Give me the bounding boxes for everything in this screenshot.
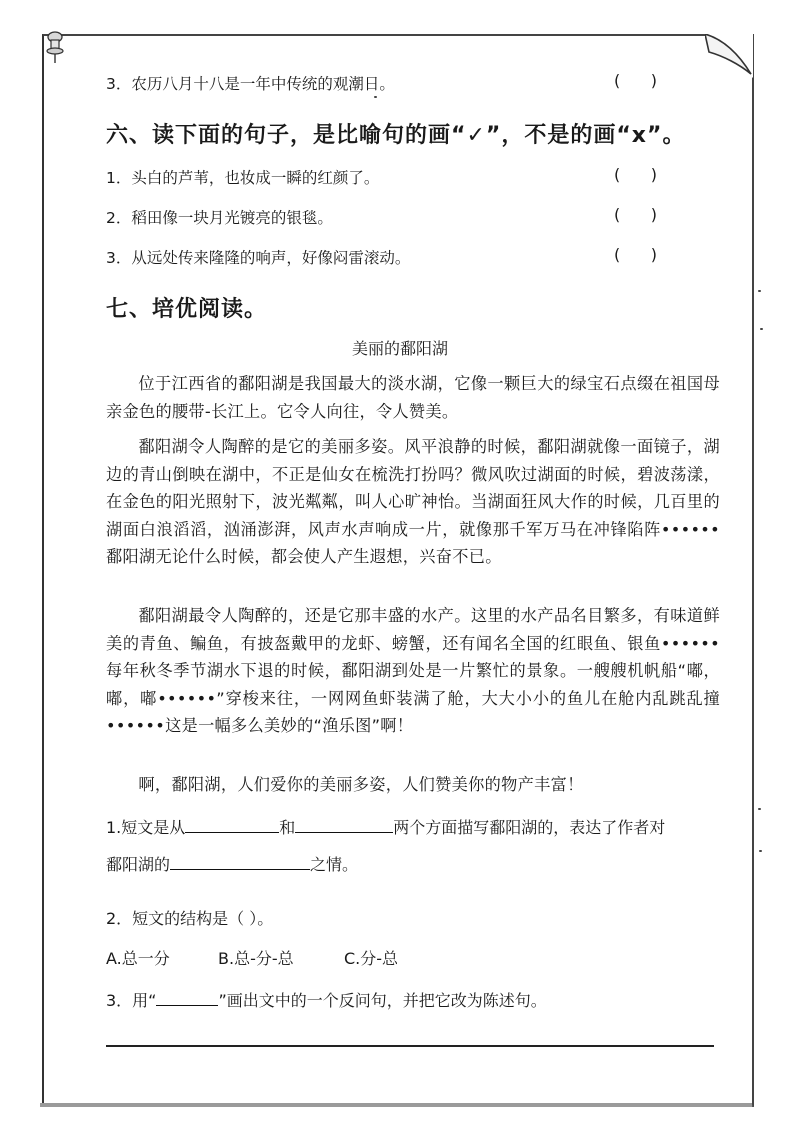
question-item: 3．农历八月十八是一年中传统的观潮日。 — [106, 75, 395, 93]
q1-text-d: 鄱阳湖的 — [106, 855, 171, 874]
q1-text-a: 1.短文是从 — [106, 818, 186, 837]
passage-paragraph: 位于江西省的鄱阳湖是我国最大的淡水湖，它像一颗巨大的绿宝石点缀在祖国母亲金色的腰带-长江上。它令人向往，令人赞美。 — [106, 374, 720, 421]
scan-speck — [760, 328, 763, 330]
q1-text-c: 两个方面描写鄱阳湖的，表达了作者对 — [393, 818, 666, 837]
answer-parentheses[interactable]: ( ) — [614, 165, 657, 184]
q2-option-a[interactable]: A.总一分 — [106, 949, 170, 968]
section-7-heading: 七、培优阅读。 — [106, 297, 268, 322]
scan-speck — [759, 850, 762, 852]
q3-underline-sample — [156, 992, 218, 1006]
q2-option-b[interactable]: B.总-分-总 — [218, 949, 294, 968]
scan-speck — [374, 96, 377, 98]
answer-parentheses[interactable]: ( ) — [614, 71, 657, 90]
scan-speck — [758, 290, 761, 292]
comprehension-question-3 — [106, 988, 547, 1011]
pushpin-icon — [44, 30, 66, 64]
comprehension-question-2: 2．短文的结构是（ ）。 — [106, 909, 274, 928]
question-item: 3．从远处传来隆隆的响声，好像闷雷滚动。 — [106, 249, 411, 267]
comprehension-question-1-cont — [106, 852, 358, 875]
passage-paragraph: 鄱阳湖最令人陶醉的，还是它那丰盛的水产。这里的水产品名目繁多，有味道鲜美的青鱼、鳊鱼，有披盔戴甲的龙虾、螃蟹，还有闻名全国的红眼鱼、银鱼••••••每年秋冬季节湖水下退的时候，鄱阳湖到处是一片繁忙的景象。一艘艘机帆船“嘟，嘟，嘟••••••”穿梭来往，一网网鱼虾装满了舱，大大小小的鱼儿在舱内乱跳乱撞••••••这是一幅多么美妙的“渔乐图”啊！ — [106, 606, 720, 735]
page-bottom-shadow — [40, 1103, 752, 1107]
passage-paragraph: 鄱阳湖令人陶醉的是它的美丽多姿。风平浪静的时候，鄱阳湖就像一面镜子，湖边的青山倒映在湖中，不正是仙女在梳洗打扮吗？微风吹过湖面的时候，碧波荡漾，在金色的阳光照射下，波光粼粼，叫人心旷神怡。当湖面狂风大作的时候，几百里的湖面白浪滔滔，汹涌澎湃，风声水声响成一片，就像那千军万马在冲锋陷阵••••••鄱阳湖无论什么时候，都会使人产生遐想，兴奋不已。 — [106, 437, 720, 566]
comprehension-question-1 — [106, 815, 665, 838]
q1-blank-1[interactable] — [185, 818, 279, 833]
q3-text-a: 3．用“ — [106, 991, 157, 1010]
q1-text-b: 和 — [279, 818, 296, 837]
q1-blank-3[interactable] — [170, 855, 310, 870]
question-item: 2．稻田像一块月光镀亮的银毯。 — [106, 209, 333, 227]
page-curl-corner — [705, 34, 753, 78]
answer-parentheses[interactable]: ( ) — [614, 245, 657, 264]
section-6-heading: 六、读下面的句子，是比喻句的画“✓”，不是的画“x”。 — [106, 123, 686, 148]
answer-parentheses[interactable]: ( ) — [614, 205, 657, 224]
q1-blank-2[interactable] — [295, 818, 393, 833]
q2-option-c[interactable]: C.分-总 — [344, 949, 399, 968]
answer-writing-line[interactable] — [106, 1045, 714, 1047]
passage-paragraph: 啊，鄱阳湖，人们爱你的美丽多姿，人们赞美你的物产丰富！ — [138, 775, 584, 794]
scan-speck — [758, 808, 761, 810]
question-item: 1．头白的芦苇，也妆成一瞬的红颜了。 — [106, 169, 380, 187]
q1-text-e: 之情。 — [310, 855, 359, 874]
passage-title: 美丽的鄱阳湖 — [351, 339, 448, 358]
q3-text-b: ”画出文中的一个反问句，并把它改为陈述句。 — [218, 991, 547, 1010]
